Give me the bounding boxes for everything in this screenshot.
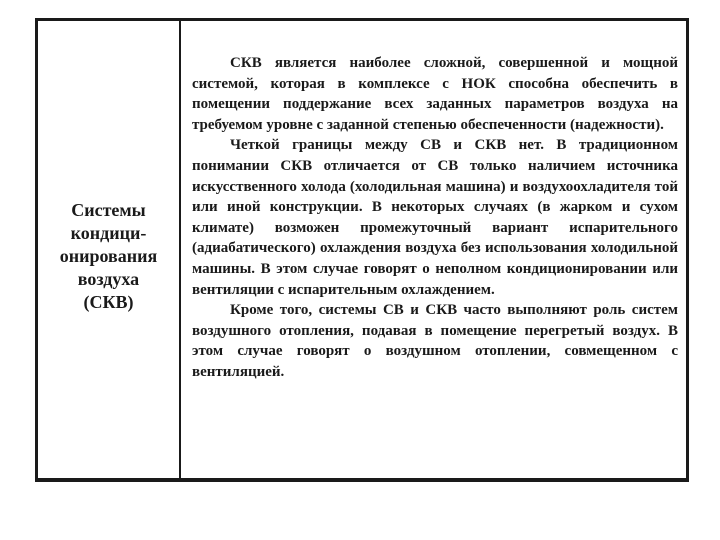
section-heading: [60, 199, 158, 314]
paragraph-heating: Кроме того, системы СВ и СКВ часто выполняют роль систем воздушного отопления, подавая в помещение перегретый воздух. В этом случае говорят о воздушном отоплении, совмещенном с вентиляцией.: [192, 302, 678, 380]
heading-line: воздуха: [77, 269, 140, 289]
heading-line: (СКВ): [83, 292, 134, 312]
heading-line: онирования: [59, 246, 158, 266]
paragraph-distinction: Четкой границы между СВ и СКВ нет. В традиционном понимании СКВ отличается от СВ только наличием источника искусственного холода (холодильная машина) и воздухоохладителя той или иной конструкции. В некоторых случаях (в жарком и сухом климате) возможен промежуточный вариант испарительного (адиабатического) охлаждения воздуха без использования холодильной машины. В этом случае говорят о неполном кондиционировании или вентиляции с испарительным охлаждением.: [192, 137, 678, 298]
heading-line: кондици-: [70, 223, 147, 243]
content-table: [35, 18, 689, 482]
body-cell: [181, 21, 686, 478]
paragraph-definition: СКВ является наиболее сложной, совершенной и мощной системой, которая в комплексе с НОК способна обеспечить в помещении поддержание всех заданных параметров воздуха на требуемом уровне с заданной степенью обеспеченности (надежности).: [192, 55, 678, 133]
heading-cell: [38, 21, 181, 478]
heading-line: Системы: [71, 200, 146, 220]
